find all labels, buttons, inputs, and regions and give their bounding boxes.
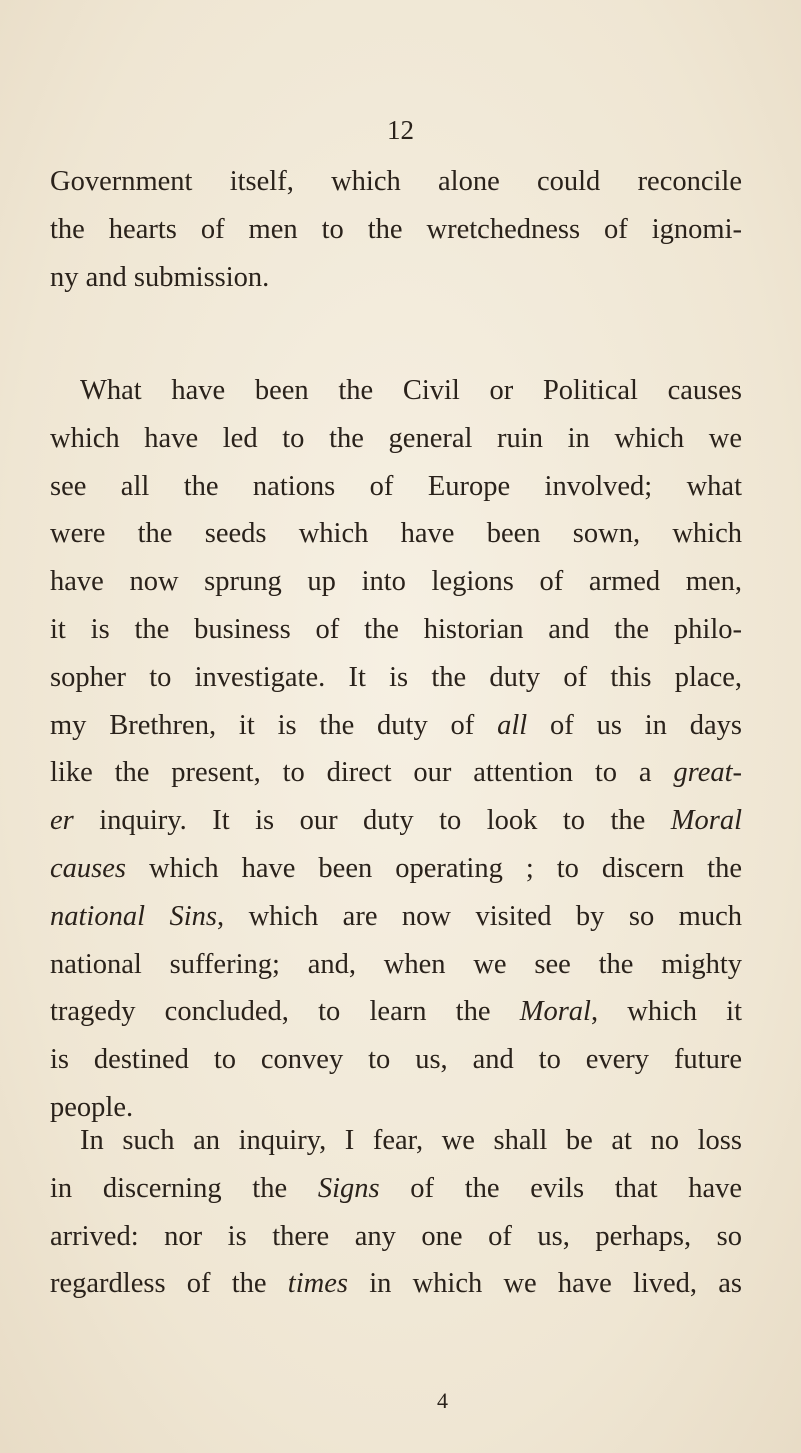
text-line xyxy=(50,1165,742,1213)
text-segment: regardless of the xyxy=(50,1268,267,1300)
italic-emphasis: Moral xyxy=(519,996,591,1028)
text-segment: , which it xyxy=(590,996,742,1028)
text-segment: my Brethren, it is the duty of xyxy=(50,709,475,741)
italic-emphasis: national Sins xyxy=(50,900,217,932)
text-line: Government itself, which alone could reconcile xyxy=(50,166,742,197)
paragraph-1 xyxy=(50,158,742,301)
paragraph-2 xyxy=(50,367,742,1132)
text-line: In such an inquiry, I fear, we shall be at no loss xyxy=(80,1125,742,1156)
text-line: it is the business of the historian and the philo- xyxy=(50,613,742,645)
text-line: have now sprung up into legions of armed men, xyxy=(50,566,742,598)
text-line: the hearts of men to the wretchedness of ignomi- xyxy=(50,213,742,245)
page-number: 12 xyxy=(387,115,414,145)
text-segment: , which are now visited by so much xyxy=(216,900,742,932)
text-line xyxy=(50,988,742,1036)
text-line xyxy=(50,749,742,797)
text-line: is destined to convey to us, and to every future xyxy=(50,1044,742,1076)
text-line xyxy=(50,797,742,845)
text-segment: in which we have lived, as xyxy=(369,1268,743,1300)
text-line xyxy=(50,845,742,893)
italic-emphasis: times xyxy=(287,1268,348,1300)
text-segment: like the present, to direct our attention to a xyxy=(50,757,652,789)
text-line xyxy=(50,702,742,750)
italic-emphasis: causes xyxy=(50,852,126,884)
text-line: What have been the Civil or Political causes xyxy=(80,375,742,406)
text-line: arrived: nor is there any one of us, perhaps, so xyxy=(50,1220,742,1252)
text-line: see all the nations of Europe involved; what xyxy=(50,470,742,502)
text-segment: tragedy concluded, to learn the xyxy=(50,996,491,1028)
text-segment: of the evils that have xyxy=(410,1172,742,1204)
text-line: national suffering; and, when we see the mighty xyxy=(50,948,742,980)
italic-emphasis: er xyxy=(50,805,74,837)
text-segment: which have been operating ; to discern the xyxy=(148,852,742,884)
text-line xyxy=(50,893,742,941)
italic-emphasis: Moral xyxy=(670,805,742,837)
text-segment: inquiry. It is our duty to look to the xyxy=(99,805,646,837)
text-segment: in discerning the xyxy=(50,1172,288,1204)
italic-emphasis: all xyxy=(497,709,528,741)
text-line: people. xyxy=(50,1091,134,1123)
paragraph-3 xyxy=(50,1117,742,1308)
signature-mark: 4 xyxy=(437,1388,448,1413)
text-line: were the seeds which have been sown, which xyxy=(50,518,742,550)
italic-emphasis: great- xyxy=(673,757,742,789)
text-line xyxy=(50,1260,742,1308)
text-line: which have led to the general ruin in which we xyxy=(50,422,742,454)
italic-emphasis: Signs xyxy=(317,1172,380,1204)
text-line: sopher to investigate. It is the duty of this place, xyxy=(50,661,742,693)
text-line: ny and submission. xyxy=(50,261,270,293)
text-segment: of us in days xyxy=(550,709,742,741)
